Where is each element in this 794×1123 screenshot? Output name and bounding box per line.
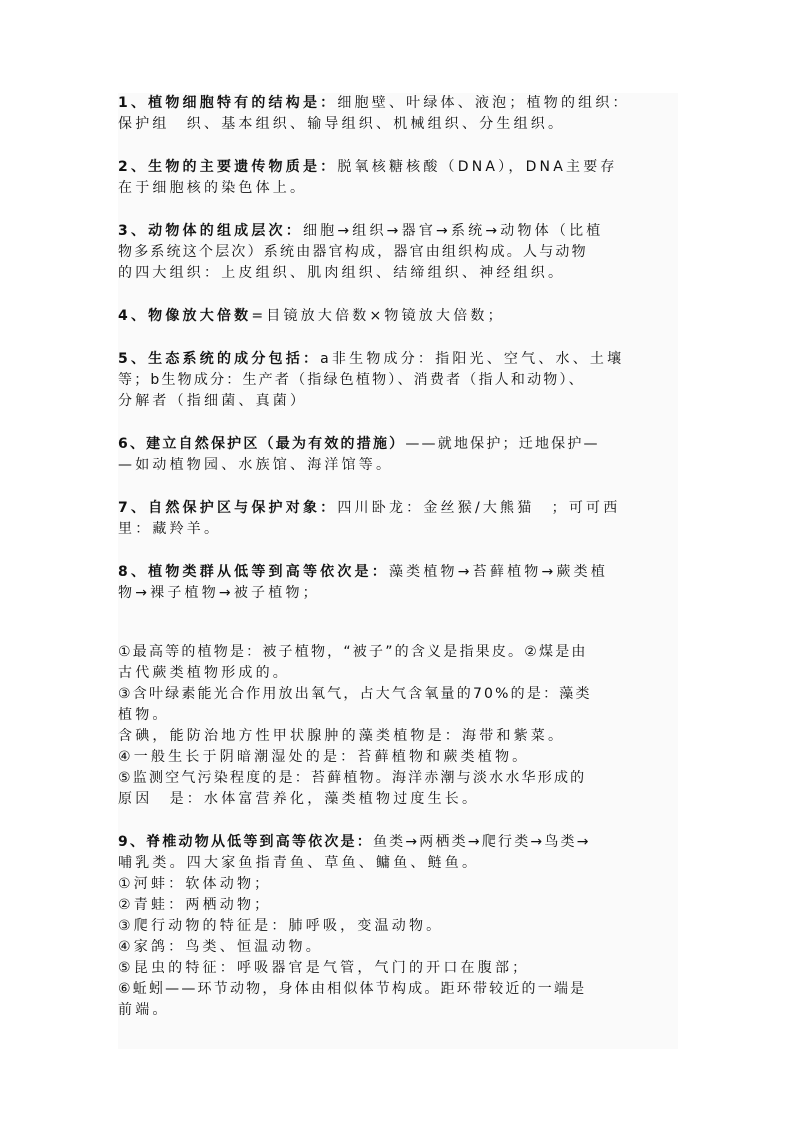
- note-line: 古代蕨类植物形成的。: [118, 665, 290, 681]
- section-line: ①河蚌：软体动物；: [118, 876, 272, 892]
- section-line: [118, 221, 678, 242]
- section-8: [118, 562, 678, 604]
- section-line: [118, 370, 678, 391]
- section-5: [118, 349, 678, 412]
- section-line: [118, 157, 678, 178]
- section-9: [118, 832, 678, 1021]
- section-8-notes: [118, 642, 678, 810]
- section-text: a非生物成分：指阳光、空气、水、土壤: [320, 351, 625, 367]
- section-line: [118, 93, 678, 114]
- section-line: [118, 519, 678, 540]
- section-heading: 8、植物类群从低等到高等依次是：: [118, 564, 389, 580]
- section-text: =目镜放大倍数×物镜放大倍数；: [251, 308, 505, 324]
- section-2: [118, 157, 678, 199]
- section-line: [118, 391, 678, 412]
- section-text: 四川卧龙：金丝猴/大熊猫 ；可可西: [337, 500, 621, 516]
- section-3: [118, 221, 678, 284]
- section-line: [118, 832, 678, 853]
- document-body: [118, 93, 678, 1049]
- section-text: 藻类植物→苔藓植物→蕨类植: [388, 564, 609, 580]
- section-line: [118, 455, 678, 476]
- section-line: ④家鸽：鸟类、恒温动物。: [118, 939, 323, 955]
- section-text: 的四大组织：上皮组织、肌肉组织、结缔组织、神经组织。: [118, 265, 566, 281]
- section-text: 在于细胞核的染色体上。: [118, 180, 308, 196]
- section-4: [118, 306, 678, 327]
- section-line: ⑤昆虫的特征：呼吸器官是气管，气门的开口在腹部；: [118, 960, 530, 976]
- section-6: [118, 434, 678, 476]
- section-line: ③爬行动物的特征是：肺呼吸，变温动物。: [118, 918, 444, 934]
- section-line: [118, 434, 678, 455]
- section-line: [118, 583, 678, 604]
- section-heading: 5、生态系统的成分包括：: [118, 351, 321, 367]
- section-heading: 6、建立自然保护区（最为有效的措施）: [118, 436, 406, 452]
- section-line: [118, 349, 678, 370]
- section-line: [118, 263, 678, 284]
- section-text: 分解者（指细菌、真菌）: [118, 393, 308, 409]
- note-line: ⑤监测空气污染程度的是：苔藓植物。海洋赤潮与淡水水华形成的: [118, 770, 587, 786]
- section-line: ⑥蚯蚓——环节动物，身体由相似体节构成。距环带较近的一端是: [118, 981, 587, 997]
- section-line: [118, 306, 678, 327]
- section-heading: 7、自然保护区与保护对象：: [118, 500, 338, 516]
- section-heading: 4、物像放大倍数: [118, 308, 252, 324]
- section-heading: 3、动物体的组成层次：: [118, 223, 303, 239]
- note-line: ①最高等的植物是：被子植物，“被子”的含义是指果皮。②煤是由: [118, 644, 588, 660]
- section-line: [118, 498, 678, 519]
- section-line: 前端。: [118, 1002, 170, 1018]
- note-line: ④一般生长于阴暗潮湿处的是：苔藓植物和蕨类植物。: [118, 749, 530, 765]
- section-text: 细胞壁、叶绿体、液泡；植物的组织：: [337, 95, 630, 111]
- section-text: 里：藏羚羊。: [118, 521, 222, 537]
- section-line: [118, 562, 678, 583]
- section-line: [118, 114, 678, 135]
- section-text: 保护组 织、基本组织、输导组织、机械组织、分生组织。: [118, 116, 566, 132]
- section-text: 脱氧核糖核酸（DNA），DNA主要存: [337, 159, 618, 175]
- section-text: 等；b生物成分：生产者（指绿色植物）、消费者（指人和动物）、: [118, 372, 585, 388]
- note-line: 植物。: [118, 707, 170, 723]
- section-text: 鱼类→两栖类→爬行类→鸟类→: [372, 834, 591, 850]
- note-line: 含碘，能防治地方性甲状腺肿的藻类植物是：海带和紫菜。: [118, 728, 566, 744]
- section-line: 哺乳类。四大家鱼指青鱼、草鱼、鳙鱼、鲢鱼。: [118, 855, 480, 871]
- section-text: ——就地保护；迁地保护—: [405, 436, 600, 452]
- section-1: [118, 93, 678, 135]
- section-text: 细胞→组织→器官→系统→动物体（比植: [302, 223, 604, 239]
- section-line: [118, 242, 678, 263]
- section-heading: 1、植物细胞特有的结构是：: [118, 95, 338, 111]
- note-line: 原因 是：水体富营养化，藻类植物过度生长。: [118, 791, 480, 807]
- section-heading: 2、生物的主要遗传物质是：: [118, 159, 338, 175]
- section-7: [118, 498, 678, 540]
- section-text: 物→裸子植物→被子植物；: [118, 585, 320, 601]
- note-line: ③含叶绿素能光合作用放出氧气，占大气含氧量的70%的是：藻类: [118, 686, 592, 702]
- section-text: —如动植物园、水族馆、海洋馆等。: [118, 457, 394, 473]
- section-line: [118, 178, 678, 199]
- section-line: ②青蛙：两栖动物；: [118, 897, 272, 913]
- section-text: 物多系统这个层次）系统由器官构成，器官由组织构成。人与动物: [118, 244, 588, 260]
- section-heading: 9、脊椎动物从低等到高等依次是：: [118, 834, 373, 850]
